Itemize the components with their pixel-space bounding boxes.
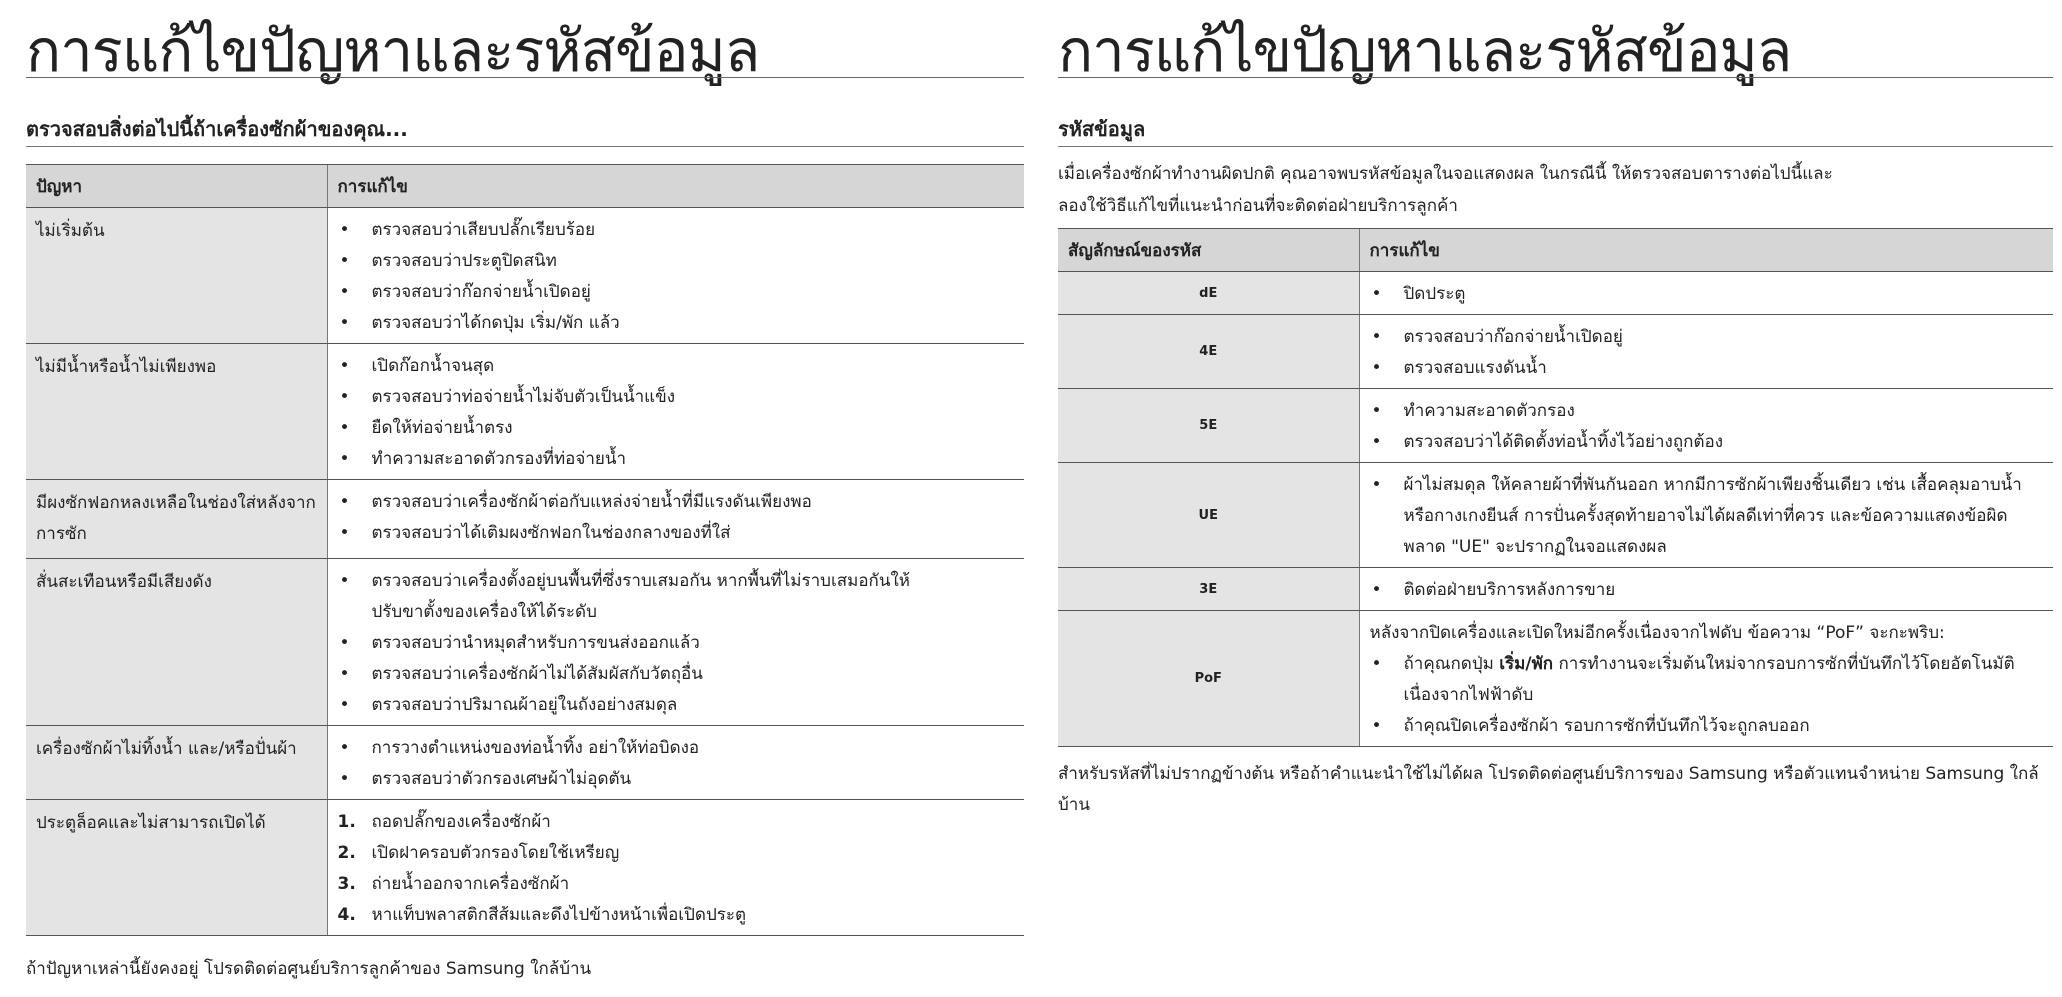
list-item: • เปิดก๊อกน้ำจนสุด [338,351,1015,382]
list-item: • ตรวจสอบว่าก๊อกจ่ายน้ำเปิดอยู่ [1370,322,2044,353]
step-text: ถ่ายน้ำออกจากเครื่องซักผ้า [371,874,570,894]
step-text: เปิดฝาครอบตัวกรองโดยใช้เหรียญ [371,843,620,863]
solution-list [1370,470,2044,563]
table-row [1058,272,2053,315]
list-item: • ตรวจสอบว่าได้กดปุ่ม เริ่ม/พัก แล้ว [338,308,1015,339]
table-row [26,480,1024,559]
list-item: • ตรวจสอบว่าเครื่องตั้งอยู่บนพื้นที่ซึ่งราบเสมอกัน หากพื้นที่ไม่ราบเสมอกันให้ปรับขาตั้งของเครื่องให้ได้ระดับ [338,566,1015,628]
list-item: • ตรวจสอบว่าเครื่องซักผ้าไม่ได้สัมผัสกับวัตถุอื่น [338,659,1015,690]
table-row [26,726,1024,800]
table-row [1058,611,2053,747]
list-item [338,900,1015,931]
list-item: • ตรวจสอบว่าเครื่องซักผ้าต่อกับแหล่งจ่ายน้ำที่มีแรงดันเพียงพอ [338,487,1015,518]
list-item: • ตรวจสอบแรงดันน้ำ [1370,353,2044,384]
list-item: • ถ้าคุณปิดเครื่องซักผ้า รอบการซักที่บันทึกไว้จะถูกลบออก [1370,711,2044,742]
footer-note: ถ้าปัญหาเหล่านี้ยังคงอยู่ โปรดติดต่อศูนย์บริการลูกค้าของ Samsung ใกล้บ้าน [26,959,592,979]
table-row [1058,463,2053,568]
pof-note: หลังจากปิดเครื่องและเปิดใหม่อีกครั้งเนื่องจากไฟดับ ข้อความ “PoF” จะกะพริบ: [1369,623,1945,643]
list-item [338,838,1015,869]
table-row [26,208,1024,344]
list-item: • ตรวจสอบว่าท่อจ่ายน้ำไม่จับตัวเป็นน้ำแข็ง [338,382,1015,413]
problem-cell: สั่นสะเทือนหรือมีเสียงดัง [26,559,327,726]
section-title: ตรวจสอบสิ่งต่อไปนี้ถ้าเครื่องซักผ้าของคุณ... [26,117,408,141]
troubleshooting-table [26,164,1024,936]
solution-cell [1359,272,2053,315]
list-item: • ตรวจสอบว่าได้ติดตั้งท่อน้ำทิ้งไว้อย่างถูกต้อง [1370,427,2044,458]
step-number: 1. [337,812,356,832]
list-item [1370,649,2044,711]
list-item: • ยืดให้ท่อจ่ายน้ำตรง [338,413,1015,444]
table-header-row [26,165,1024,208]
title-divider [26,77,1024,78]
problem-cell: เครื่องซักผ้าไม่ทิ้งน้ำ และ/หรือปั่นผ้า [26,726,327,800]
problem-cell: มีผงซักฟอกหลงเหลือในช่องใส่หลังจากการซัก [26,480,327,559]
solution-list [1370,322,2044,384]
solution-list [338,215,1015,339]
header-code: สัญลักษณ์ของรหัส [1058,229,1359,272]
solution-cell [327,208,1024,344]
solution-cell [1359,568,2053,611]
code-cell: UE [1058,463,1359,568]
list-item: • ตรวจสอบว่าได้เติมผงซักฟอกในช่องกลางของที่ใส่ [338,518,1015,549]
step-text: ถอดปลั๊กของเครื่องซักผ้า [371,812,551,832]
table-header-row [1058,229,2053,272]
table-row [26,559,1024,726]
solution-cell [327,480,1024,559]
solution-cell [1359,463,2053,568]
pof-text: ถ้าคุณกดปุ่ม [1403,654,1500,674]
list-item [338,807,1015,838]
code-cell: 5E [1058,389,1359,463]
list-item [338,869,1015,900]
solution-list [338,566,1015,721]
list-item: • ทำความสะอาดตัวกรองที่ท่อจ่ายน้ำ [338,444,1015,475]
code-cell: 3E [1058,568,1359,611]
solution-list [1370,649,2044,742]
solution-list [338,487,1015,549]
solution-cell [1359,611,2053,747]
header-problem: ปัญหา [26,165,327,208]
table-row [26,344,1024,480]
table-row [1058,389,2053,463]
page-title: การแก้ไขปัญหาและรหัสข้อมูล [1058,17,1792,85]
list-item: • ปิดประตู [1370,279,2044,310]
problem-cell: ไม่มีน้ำหรือน้ำไม่เพียงพอ [26,344,327,480]
code-cell: dE [1058,272,1359,315]
list-item: • การวางตำแหน่งของท่อน้ำทิ้ง อย่าให้ท่อบิดงอ [338,733,1015,764]
solution-cell [327,344,1024,480]
header-solution: การแก้ไข [327,165,1024,208]
section-divider [1058,146,2053,147]
list-item: • ตรวจสอบว่าประตูปิดสนิท [338,246,1015,277]
list-item: • ทำความสะอาดตัวกรอง [1370,396,2044,427]
list-item: • ตรวจสอบว่านำหมุดสำหรับการขนส่งออกแล้ว [338,628,1015,659]
list-item: • ตรวจสอบว่าตัวกรองเศษผ้าไม่อุดตัน [338,764,1015,795]
start-pause-label: เริ่ม/พัก [1499,654,1554,674]
footer-note: สำหรับรหัสที่ไม่ปรากฏข้างต้น หรือถ้าคำแนะนำใช้ไม่ได้ผล โปรดติดต่อศูนย์บริการของ Samsung หรือตัวแทนจำหน่าย Samsung ใกล้บ้าน [1058,764,2039,815]
list-item: • ตรวจสอบว่าเสียบปลั๊กเรียบร้อย [338,215,1015,246]
intro-line: เมื่อเครื่องซักผ้าทำงานผิดปกติ คุณอาจพบรหัสข้อมูลในจอแสดงผล ในกรณีนี้ ให้ตรวจสอบตารางต่อไปนี้และ [1058,164,1833,184]
table-row [1058,568,2053,611]
title-divider [1058,77,2053,78]
list-item: • ตรวจสอบว่าก๊อกจ่ายน้ำเปิดอยู่ [338,277,1015,308]
info-code-table [1058,228,2053,747]
header-solution: การแก้ไข [1359,229,2053,272]
step-text: หาแท็บพลาสติกสีส้มและดึงไปข้างหน้าเพื่อเปิดประตู [371,905,747,925]
solution-list [1370,396,2044,458]
pof-text: การทำงานจะเริ่มต้นใหม่จากรอบการซักที่บันทึกไว้โดยอัตโนมัติเนื่องจากไฟฟ้าดับ [1403,654,2015,705]
step-number: 2. [337,843,356,863]
page-title: การแก้ไขปัญหาและรหัสข้อมูล [26,17,760,85]
intro-line: ลองใช้วิธีแก้ไขที่แนะนำก่อนที่จะติดต่อฝ่ายบริการลูกค้า [1058,196,1458,216]
list-item: • ตรวจสอบว่าปริมาณผ้าอยู่ในถังอย่างสมดุล [338,690,1015,721]
section-title: รหัสข้อมูล [1058,117,1146,141]
code-cell: PoF [1058,611,1359,747]
solution-list [338,351,1015,475]
solution-cell [327,800,1024,936]
table-row [26,800,1024,936]
solution-cell [327,726,1024,800]
numbered-list [338,807,1015,931]
section-divider [26,146,1024,147]
solution-cell [327,559,1024,726]
code-cell: 4E [1058,315,1359,389]
solution-cell [1359,315,2053,389]
solution-list [1370,279,2044,310]
problem-cell: ไม่เริ่มต้น [26,208,327,344]
list-item: • ติดต่อฝ่ายบริการหลังการขาย [1370,575,2044,606]
step-number: 4. [337,905,356,925]
solution-list [338,733,1015,795]
solution-cell [1359,389,2053,463]
problem-cell: ประตูล็อคและไม่สามารถเปิดได้ [26,800,327,936]
intro-text [1058,158,2053,222]
step-number: 3. [337,874,356,894]
table-row [1058,315,2053,389]
solution-list [1370,575,2044,606]
list-item: • ผ้าไม่สมดุล ให้คลายผ้าที่พันกันออก หากมีการซักผ้าเพียงชิ้นเดียว เช่น เสื้อคลุมอาบน้ำหรือกางเกงยีนส์ การปั่นครั้งสุดท้ายอาจไม่ได้ผลดีเท่าที่ควร และข้อความแสดงข้อผิดพลาด "UE" จะปรากฏในจอแสดงผล [1370,470,2044,563]
